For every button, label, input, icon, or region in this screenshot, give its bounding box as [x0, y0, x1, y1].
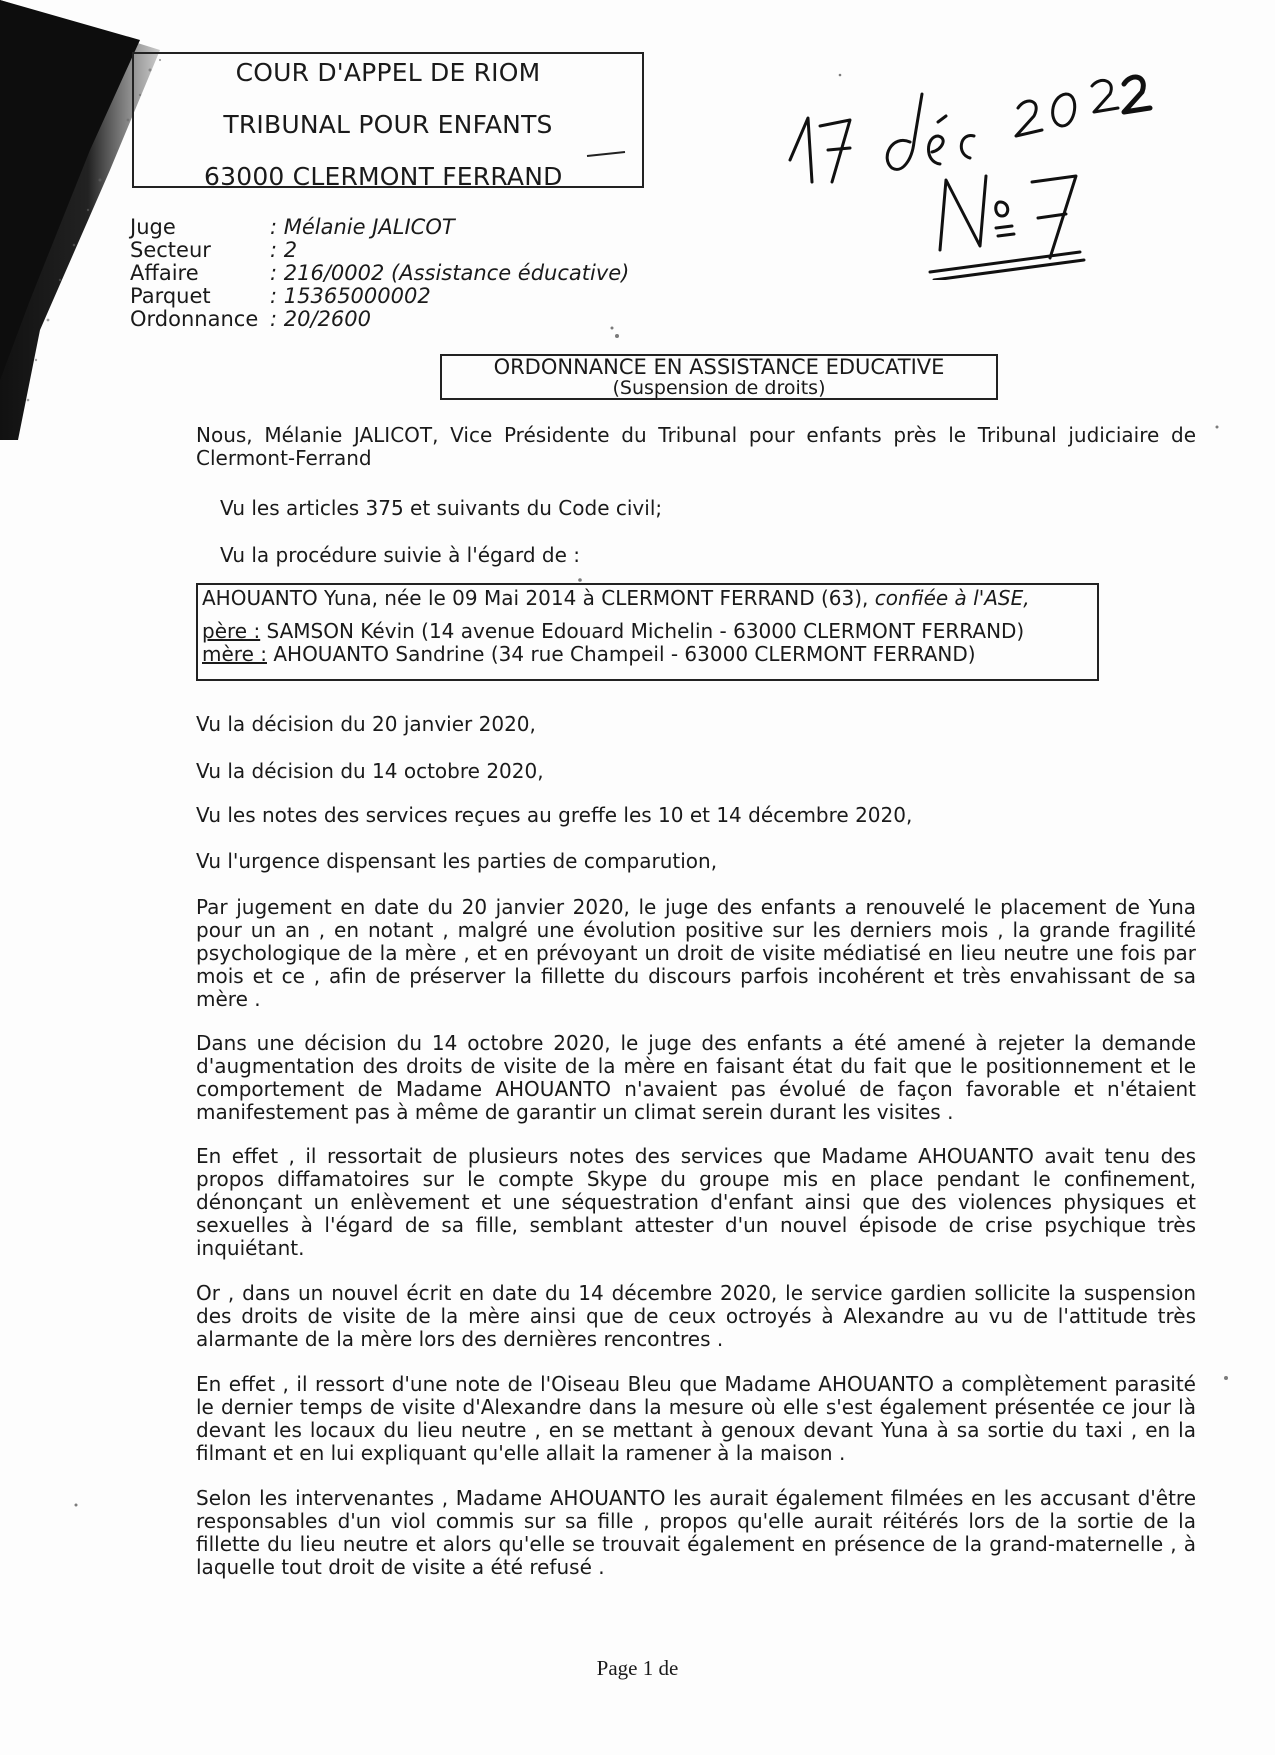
mother-role: mère : [202, 642, 267, 666]
ordinance-title: ORDONNANCE EN ASSISTANCE EDUCATIVE [493, 355, 945, 379]
handwritten-annotation [780, 50, 1200, 280]
case-info-label: Affaire [130, 261, 199, 285]
paragraph-1: Par jugement en date du 20 janvier 2020, le juge des enfants a renouvelé le placement de Yuna pour un an , en notant , malgré une évolution positive sur les derniers mois , la grande fragilité psychologique de la mère , et en prévoyant un droit de visite médiatisé en lieu neutre une fois par mois et ce , afin de préserver la fillette du discours parfois incohérent et très envahissant de sa mère . [196, 895, 1196, 1011]
father-details: SAMSON Kévin (14 avenue Edouard Michelin - 63000 CLERMONT FERRAND) [260, 619, 1025, 643]
case-info-value: : Mélanie JALICOT [270, 215, 455, 239]
paragraph-4: Or , dans un nouvel écrit en date du 14 décembre 2020, le service gardien sollicite la suspension des droits de visite de la mère ainsi que de ceux octroyés à Alexandre au vu de l'attitude très alarmante de la mère lors des dernières rencontres . [196, 1281, 1196, 1351]
vu-decision-1: Vu la décision du 20 janvier 2020, [196, 712, 536, 736]
vu-notes: Vu les notes des services reçues au greffe les 10 et 14 décembre 2020, [196, 803, 913, 827]
case-info-value: : 216/0002 (Assistance éducative) [270, 261, 630, 285]
child-name: AHOUANTO Yuna, née le 09 Mai 2014 à CLERMONT FERRAND (63), [202, 586, 875, 610]
paragraph-5: En effet , il ressort d'une note de l'Oiseau Bleu que Madame AHOUANTO a complètement parasité le dernier temps de visite d'Alexandre dans la mesure où elle s'est également présentée ce jour là devant les locaux du lieu neutre , en se mettant à genoux devant Yuna à sa sortie du taxi , en la filmant et en lui expliquant qu'elle allait la ramener à la maison . [196, 1372, 1196, 1465]
father-role: père : [202, 619, 261, 643]
case-info-value: : 2 [270, 238, 298, 262]
case-info-label: Ordonnance [130, 307, 259, 331]
ordinance-subtitle: (Suspension de droits) [612, 377, 826, 399]
child-status: confiée à l'ASE, [874, 586, 1030, 610]
court-header-box [132, 52, 644, 191]
parties-box [196, 583, 1099, 681]
child-line [202, 587, 1093, 610]
pen-mark [585, 150, 627, 158]
case-info-row [130, 239, 629, 262]
mother-line [202, 643, 1093, 666]
case-info-row [130, 308, 629, 331]
vu-articles: Vu les articles 375 et suivants du Code civil; [220, 496, 663, 520]
case-info-label: Juge [130, 215, 176, 239]
case-info-label: Secteur [130, 238, 211, 262]
vu-decision-2: Vu la décision du 14 octobre 2020, [196, 759, 544, 783]
tribunal-name: TRIBUNAL POUR ENFANTS [223, 110, 553, 139]
case-info-row [130, 262, 629, 285]
vu-procedure: Vu la procédure suivie à l'égard de : [220, 543, 581, 567]
paragraph-2: Dans une décision du 14 octobre 2020, le juge des enfants a été amené à rejeter la demande d'augmentation des droits de visite de la mère en faisant état du fait que le positionnement et le comportement de Madame AHOUANTO n'avaient pas évolué de façon favorable et n'étaient manifestement pas à même de garantir un climat serein durant les visites . [196, 1031, 1196, 1124]
page-footer: Page 1 de [596, 1656, 679, 1680]
mother-details: AHOUANTO Sandrine (34 rue Champeil - 63000 CLERMONT FERRAND) [266, 642, 976, 666]
case-info-value: : 15365000002 [270, 284, 431, 308]
paragraph-6: Selon les intervenantes , Madame AHOUANTO les aurait également filmées en les accusant d'être responsables d'un viol commis sur sa fille , propos qu'elle aurait réitérés lors de la sortie de la fillette du lieu neutre et alors qu'elle se trouvait également en présence de la grand-maternelle , à laquelle tout droit de visite a été refusé . [196, 1486, 1196, 1579]
paragraph-3: En effet , il ressortait de plusieurs notes des services que Madame AHOUANTO avait tenu des propos diffamatoires sur le compte Skype du groupe mis en place pendant le confinement, dénonçant un enlèvement et une séquestration d'enfant ainsi que des violences physiques et sexuelles à l'égard de sa fille, semblant attester d'un nouvel épisode de crise psychique très inquiétant. [196, 1144, 1196, 1260]
case-info-row [130, 216, 629, 239]
case-info [130, 216, 629, 331]
court-name: COUR D'APPEL DE RIOM [235, 58, 541, 87]
father-line [202, 620, 1093, 643]
case-info-label: Parquet [130, 284, 211, 308]
vu-urgence: Vu l'urgence dispensant les parties de comparution, [196, 849, 718, 873]
intro-paragraph: Nous, Mélanie JALICOT, Vice Présidente du Tribunal pour enfants près le Tribunal judiciaire de Clermont-Ferrand [196, 423, 1196, 470]
court-city: 63000 CLERMONT FERRAND [204, 162, 563, 191]
case-info-value: : 20/2600 [270, 307, 371, 331]
case-info-row [130, 285, 629, 308]
ordinance-title-box [440, 354, 998, 400]
